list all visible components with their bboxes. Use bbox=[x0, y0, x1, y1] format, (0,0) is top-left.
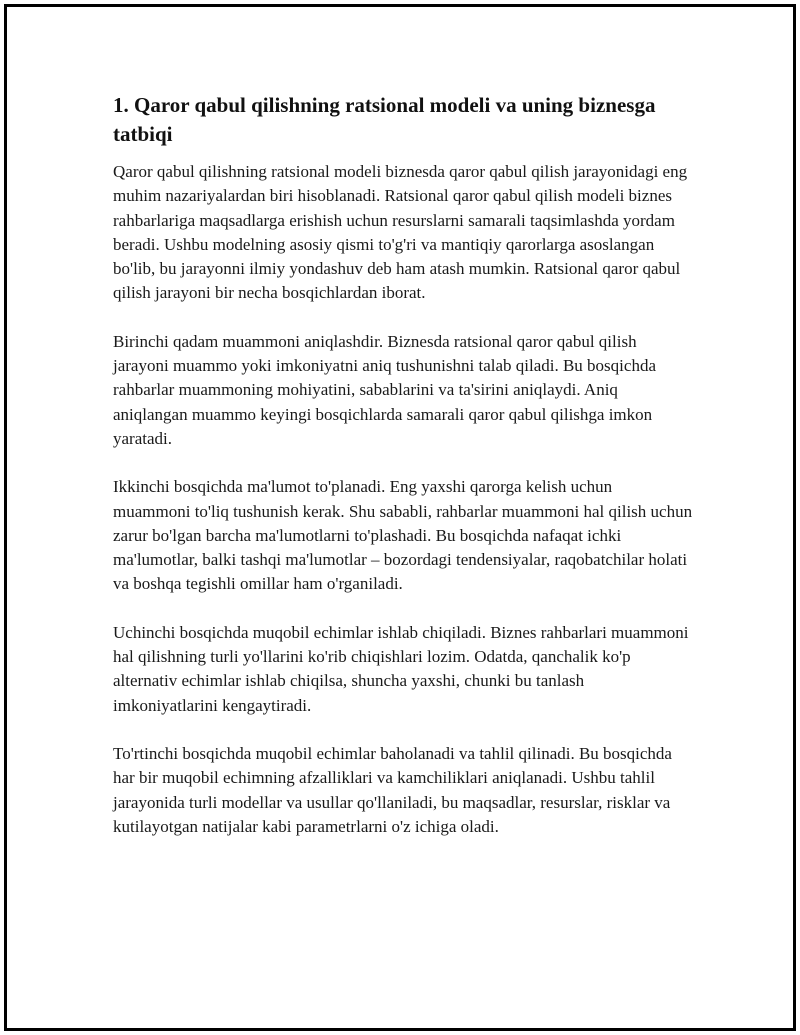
paragraph-step-1: Birinchi qadam muammoni aniqlashdir. Biznesda ratsional qaror qabul qilish jarayoni muammo yoki imkoniyatni aniq tushunishni talab qiladi. Bu bosqichda rahbarlar muammoning mohiyatini, sabablarini va ta'sirini aniqlaydi. Aniq aniqlangan muammo keyingi bosqichlarda samarali qaror qabul qilishga imkon yaratadi. bbox=[113, 331, 656, 448]
paragraph-step-2: Ikkinchi bosqichda ma'lumot to'planadi. Eng yaxshi qarorga kelish uchun muammoni to'liq tushunish kerak. Shu sababli, rahbarlar muammoni hal qilish uchun zarur bo'lgan barcha ma'lumotlarni to'plashadi. Bu bosqichda nafaqat ichki ma'lumotlar, balki tashqi ma'lumotlar – bozordagi tendensiyalar, raqobatchilar holati va boshqa tegishli omillar ham o'rganiladi. bbox=[113, 477, 693, 594]
paragraph-step-4: To'rtinchi bosqichda muqobil echimlar baholanadi va tahlil qilinadi. Bu bosqichda har bir muqobil echimning afzalliklari va kamchiliklari aniqlanadi. Ushbu tahlil jarayonida turli modellar va usullar qo'llaniladi, bu maqsadlar, resurslar, risklar va kutilayotgan natijalar kabi parametrlarni o'z ichiga oladi. bbox=[113, 743, 672, 836]
paragraph-step-3: Uchinchi bosqichda muqobil echimlar ishlab chiqiladi. Biznes rahbarlari muammoni hal qilishning turli yo'llarini ko'rib chiqishlari lozim. Odatda, qanchalik ko'p alternativ echimlar ishlab chiqilsa, shuncha yaxshi, chunki bu tanlash imkoniyatlarini kengaytiradi. bbox=[113, 622, 689, 715]
section-heading: 1. Qaror qabul qilishning ratsional modeli va uning biznesga tatbiqi bbox=[113, 93, 656, 146]
paragraph-intro: Qaror qabul qilishning ratsional modeli biznesda qaror qabul qilish jarayonidagi eng muhim nazariyalardan biri hisoblanadi. Ratsional qaror qabul qilish modeli biznes rahbarlariga maqsadlarga erishish uchun resurslarni samarali taqsimlashda yordam beradi. Ushbu modelning asosiy qismi to'g'ri va mantiqiy qarorlarga asoslangan bo'lib, bu jarayonni ilmiy yondashuv deb ham atash mumkin. Ratsional qaror qabul qilish jarayoni bir necha bosqichlardan iborat. bbox=[113, 162, 688, 303]
document-body bbox=[113, 91, 693, 863]
